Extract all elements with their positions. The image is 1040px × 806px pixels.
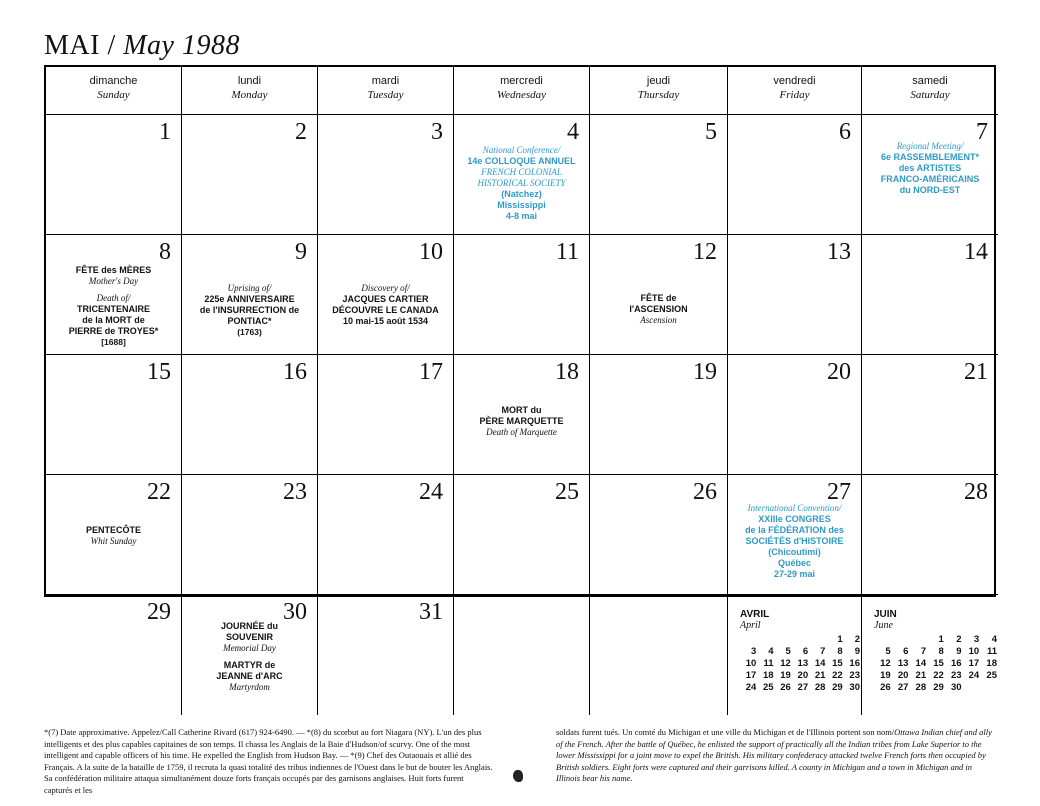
day-cell — [182, 475, 318, 595]
mini-day — [809, 633, 826, 645]
mini-day: 3 — [750, 645, 757, 657]
day-cell — [862, 235, 998, 355]
june-mini-calendar — [874, 609, 998, 693]
mini-week-row — [740, 633, 861, 645]
page-title — [44, 30, 240, 62]
mini-month-en: June — [874, 620, 893, 631]
mini-day: 24 — [968, 669, 980, 681]
day-number: 15 — [147, 359, 171, 385]
day-number: 26 — [693, 479, 717, 505]
calendar-grid — [44, 65, 997, 693]
day-cell — [862, 355, 998, 475]
event-congres — [732, 503, 857, 580]
mini-day: 6 — [903, 645, 909, 657]
mini-day: 4 — [991, 633, 997, 645]
mini-week-row — [874, 645, 998, 657]
june-table — [874, 633, 998, 693]
header-fr: mardi — [371, 75, 400, 87]
event-line: PÈRE MARQUETTE — [479, 416, 564, 426]
header-fr: mercredi — [500, 75, 543, 87]
mini-day: 25 — [762, 681, 774, 693]
event-line: XXIIIe CONGRES — [758, 514, 831, 524]
day-number: 9 — [295, 239, 307, 265]
mini-day — [980, 681, 998, 693]
mini-day: 19 — [880, 669, 891, 681]
mini-day: 6 — [802, 645, 809, 657]
day-number: 6 — [839, 119, 851, 145]
day-cell — [182, 595, 318, 715]
mini-day: 8 — [938, 645, 944, 657]
event-line: JACQUES CARTIER — [342, 294, 429, 304]
header-en: Thursday — [637, 89, 680, 101]
day-cell — [46, 355, 182, 475]
day-number: 19 — [693, 359, 717, 385]
event-line: l'ASCENSION — [629, 304, 688, 314]
day-cell — [728, 235, 862, 355]
event-line: Ascension — [640, 315, 677, 325]
mini-day: 28 — [915, 681, 927, 693]
day-number: 27 — [827, 479, 851, 505]
day-number: 4 — [567, 119, 579, 145]
mini-day: 22 — [933, 669, 944, 681]
header-en: Monday — [231, 89, 268, 101]
day-cell — [182, 235, 318, 355]
event-line: International Convention/ — [747, 503, 842, 513]
event-line: 10 mai-15 août 1534 — [342, 316, 429, 326]
mini-day: 13 — [897, 657, 909, 669]
event-line: 4-8 mai — [505, 211, 538, 221]
mini-week-row — [874, 681, 998, 693]
mini-day: 12 — [780, 657, 791, 669]
day-number: 17 — [419, 359, 443, 385]
mini-day: 5 — [785, 645, 791, 657]
title-english: May 1988 — [123, 30, 240, 61]
event-line: SOCIÉTÉS d'HISTOIRE — [745, 536, 844, 546]
mini-day — [740, 633, 757, 645]
event-line: TRICENTENAIRE — [76, 304, 150, 314]
event-colloque — [458, 145, 585, 222]
event-line: FRENCH COLONIAL — [481, 167, 562, 177]
mini-day: 27 — [897, 681, 909, 693]
mini-day: 28 — [814, 681, 826, 693]
event-line: MARTYR de — [223, 660, 276, 670]
event-line: (Chicoutimi) — [768, 547, 821, 557]
mini-day: 30 — [950, 681, 962, 693]
event-line: PONTIAC* — [227, 316, 272, 326]
day-number: 18 — [555, 359, 579, 385]
event-line: MORT du — [501, 405, 542, 415]
event-line: du NORD-EST — [899, 185, 961, 195]
day-cell — [590, 115, 728, 235]
day-number: 12 — [693, 239, 717, 265]
mini-day: 8 — [837, 645, 843, 657]
footnote-french: soldats furent tués. Un comté du Michigan et une ville du Michigan et de l'Illinois portent son nom/ — [556, 727, 895, 737]
day-cell — [862, 115, 998, 235]
event-marquette — [458, 405, 585, 438]
event-souvenir — [186, 621, 313, 693]
day-cell — [590, 475, 728, 595]
header-thursday — [590, 67, 728, 115]
event-line: de la FÉDÉRATION des — [745, 525, 844, 535]
mini-day: 18 — [762, 669, 774, 681]
mini-day: 11 — [763, 657, 774, 669]
day-number: 23 — [283, 479, 307, 505]
event-line: JOURNÉE du — [220, 621, 278, 631]
event-line: SOUVENIR — [225, 632, 273, 642]
day-number: 3 — [431, 119, 443, 145]
mini-day: 19 — [780, 669, 791, 681]
mini-day: 26 — [780, 681, 791, 693]
day-cell — [728, 355, 862, 475]
mini-day: 15 — [832, 657, 843, 669]
day-cell — [182, 115, 318, 235]
day-number: 30 — [283, 599, 307, 625]
event-line: (Natchez) — [501, 189, 542, 199]
day-number: 2 — [295, 119, 307, 145]
day-cell — [318, 355, 454, 475]
event-line: Regional Meeting/ — [896, 141, 964, 151]
april-mini-calendar-cell — [728, 595, 862, 715]
mini-day: 3 — [973, 633, 980, 645]
mini-day: 1 — [938, 633, 944, 645]
mini-day: 7 — [820, 645, 826, 657]
mini-day: 20 — [797, 669, 809, 681]
mini-day: 9 — [956, 645, 962, 657]
mini-day: 25 — [986, 669, 997, 681]
day-number: 14 — [964, 239, 988, 265]
event-line: [1688] — [101, 337, 126, 347]
mini-day — [775, 633, 792, 645]
mini-day: 14 — [814, 657, 826, 669]
mini-day: 13 — [797, 657, 809, 669]
event-line: HISTORICAL SOCIETY — [477, 178, 566, 188]
day-cell — [454, 355, 590, 475]
event-line: (1763) — [237, 327, 262, 337]
day-number: 21 — [964, 359, 988, 385]
june-mini-calendar-cell — [862, 595, 998, 715]
header-wednesday — [454, 67, 590, 115]
ink-mark — [513, 770, 523, 782]
day-number: 29 — [147, 599, 171, 625]
mini-day: 17 — [745, 669, 757, 681]
header-monday — [182, 67, 318, 115]
event-line: Discovery of/ — [361, 283, 410, 293]
mini-day: 24 — [745, 681, 757, 693]
day-number: 16 — [283, 359, 307, 385]
event-line: de l'INSURRECTION de — [199, 305, 300, 315]
mini-day: 1 — [837, 633, 843, 645]
mini-day — [963, 681, 981, 693]
day-number: 22 — [147, 479, 171, 505]
day-number: 31 — [419, 599, 443, 625]
event-line: 6e RASSEMBLEMENT* — [880, 152, 979, 162]
mini-day: 10 — [745, 657, 757, 669]
event-line: Mother's Day — [88, 276, 139, 286]
day-cell — [454, 475, 590, 595]
mini-day: 29 — [933, 681, 944, 693]
event-line: DÉCOUVRE LE CANADA — [332, 305, 439, 315]
day-cell — [728, 475, 862, 595]
mini-day — [792, 633, 809, 645]
mini-day: 12 — [880, 657, 891, 669]
day-cell — [728, 115, 862, 235]
mini-week-row — [740, 669, 861, 681]
event-ascension — [594, 293, 723, 326]
header-fr: lundi — [237, 75, 262, 87]
event-line: Uprising of/ — [227, 283, 272, 293]
day-number: 20 — [827, 359, 851, 385]
day-cell — [454, 115, 590, 235]
day-cell — [46, 235, 182, 355]
header-fr: jeudi — [646, 75, 671, 87]
event-line: FRANCO-AMÉRICAINS — [880, 174, 980, 184]
header-en: Friday — [779, 89, 810, 101]
event-line: Québec — [777, 558, 811, 568]
event-pentecote — [50, 525, 177, 547]
event-line: PENTECÔTE — [85, 525, 141, 535]
day-cell — [46, 475, 182, 595]
mini-day: 7 — [920, 645, 927, 657]
mini-day: 22 — [832, 669, 843, 681]
day-cell — [318, 235, 454, 355]
mini-day: 4 — [768, 645, 774, 657]
april-table — [740, 633, 861, 693]
mini-week-row — [740, 645, 861, 657]
event-line: des ARTISTES — [898, 163, 962, 173]
title-french: MAI / — [44, 30, 116, 61]
mini-day: 21 — [915, 669, 927, 681]
mini-week-row — [740, 681, 861, 693]
day-number: 13 — [827, 239, 851, 265]
footnotes-left: *(7) Date approximative. Appelez/Call Catherine Rivard (617) 924-6490. — *(8) du scorbut au fort Niagara (NY). L'un des plus intelligents et des plus capables capitaines de son temps. Il chassa les Anglais de la Baie d'Hudson/of scurvy. One of the most intelligent and capable officers of his time. He expelled the English from Hudson Bay. — *(9) Chef des Outaouais et allié des Français. A la suite de la bataille de 1759, il recruta la quasi totalité des tribus indiennes de l'Ouest dans le but de bouter les Anglais. Sa confédération militaire attaqua simultanément douze forts français occupés par des garnisons anglaises. Huit forts furent capturés et les — [44, 727, 493, 795]
empty-cell — [454, 595, 590, 715]
mini-day: 17 — [968, 657, 980, 669]
header-en: Sunday — [97, 89, 130, 101]
header-fr: vendredi — [773, 75, 816, 87]
event-cartier — [322, 283, 449, 327]
mini-month-fr: AVRIL — [740, 609, 770, 620]
day-number: 24 — [419, 479, 443, 505]
event-line: National Conference/ — [482, 145, 561, 155]
april-mini-calendar — [740, 609, 861, 693]
day-cell — [46, 115, 182, 235]
event-line: Death of/ — [96, 293, 131, 303]
mini-week-row — [874, 669, 998, 681]
mini-day: 2 — [854, 633, 860, 645]
mini-day: 16 — [849, 657, 860, 669]
mini-day: 10 — [968, 645, 980, 657]
day-cell — [318, 475, 454, 595]
day-number: 28 — [964, 479, 988, 505]
event-line: FÊTE des MÈRES — [75, 265, 152, 275]
event-line: Death of Marquette — [486, 427, 557, 437]
mini-day — [757, 633, 774, 645]
event-line: Memorial Day — [223, 643, 276, 653]
day-cell — [590, 235, 728, 355]
event-line: de la MORT de — [82, 315, 145, 325]
mini-day: 23 — [849, 669, 860, 681]
event-fete-meres — [50, 265, 177, 348]
mini-day: 20 — [897, 669, 909, 681]
mini-day — [892, 633, 910, 645]
mini-day: 23 — [950, 669, 962, 681]
header-saturday — [862, 67, 998, 115]
header-en: Wednesday — [496, 89, 547, 101]
day-cell — [182, 355, 318, 475]
mini-day: 11 — [986, 645, 997, 657]
mini-day: 26 — [880, 681, 891, 693]
mini-month-fr: JUIN — [874, 609, 897, 620]
day-number: 25 — [555, 479, 579, 505]
mini-day: 5 — [885, 645, 891, 657]
mini-day: 9 — [854, 645, 860, 657]
day-number: 5 — [705, 119, 717, 145]
mini-day: 16 — [950, 657, 962, 669]
footnotes-right — [556, 727, 996, 785]
mini-day: 18 — [986, 657, 997, 669]
event-pontiac — [186, 283, 313, 338]
header-fr: samedi — [912, 75, 948, 87]
mini-day: 14 — [915, 657, 927, 669]
day-number: 1 — [159, 119, 171, 145]
day-number: 11 — [555, 239, 579, 265]
day-cell — [318, 595, 454, 715]
header-sunday — [46, 67, 182, 115]
mini-day: 30 — [849, 681, 860, 693]
day-cell — [862, 475, 998, 595]
event-line: Mississippi — [497, 200, 546, 210]
footnote-english: Ottawa Indian chief and ally of the French. After the battle of Québec, he enlisted the support of practically all the Indian tribes from Lake Superior to the lower Mississippi for a joint move to expel the British. His military confederacy attacked twelve French forts then occupied by British soldiers. Eight forts were captured and their garrisons killed. A county in Michigan and a town in Michigan and in Illinois bear his name. — [556, 727, 992, 783]
header-friday — [728, 67, 862, 115]
day-number: 7 — [976, 119, 988, 145]
mini-day — [909, 633, 927, 645]
mini-month-en: April — [740, 620, 761, 631]
mini-week-row — [874, 633, 998, 645]
mini-day: 29 — [832, 681, 843, 693]
event-rassemblement — [866, 141, 994, 196]
day-cell — [590, 355, 728, 475]
header-en: Saturday — [910, 89, 950, 101]
mini-day — [874, 633, 892, 645]
day-number: 10 — [419, 239, 443, 265]
header-tuesday — [318, 67, 454, 115]
header-fr: dimanche — [89, 75, 138, 87]
event-line: Whit Sunday — [90, 536, 137, 546]
mini-day: 2 — [956, 633, 962, 645]
event-line: Martyrdom — [229, 682, 270, 692]
header-en: Tuesday — [367, 89, 404, 101]
mini-week-row — [740, 657, 861, 669]
mini-day: 21 — [814, 669, 826, 681]
day-cell — [318, 115, 454, 235]
day-cell — [454, 235, 590, 355]
mini-day: 15 — [933, 657, 944, 669]
event-line: 27-29 mai — [773, 569, 816, 579]
event-line: JEANNE d'ARC — [216, 671, 283, 681]
empty-cell — [590, 595, 728, 715]
day-number: 8 — [159, 239, 171, 265]
day-cell — [46, 595, 182, 715]
event-line: PIERRE de TROYES* — [68, 326, 159, 336]
event-line: FÊTE de — [640, 293, 677, 303]
mini-week-row — [874, 657, 998, 669]
mini-day: 27 — [797, 681, 809, 693]
event-line: 14e COLLOQUE ANNUEL — [467, 156, 576, 166]
event-line: 225e ANNIVERSAIRE — [204, 294, 295, 304]
